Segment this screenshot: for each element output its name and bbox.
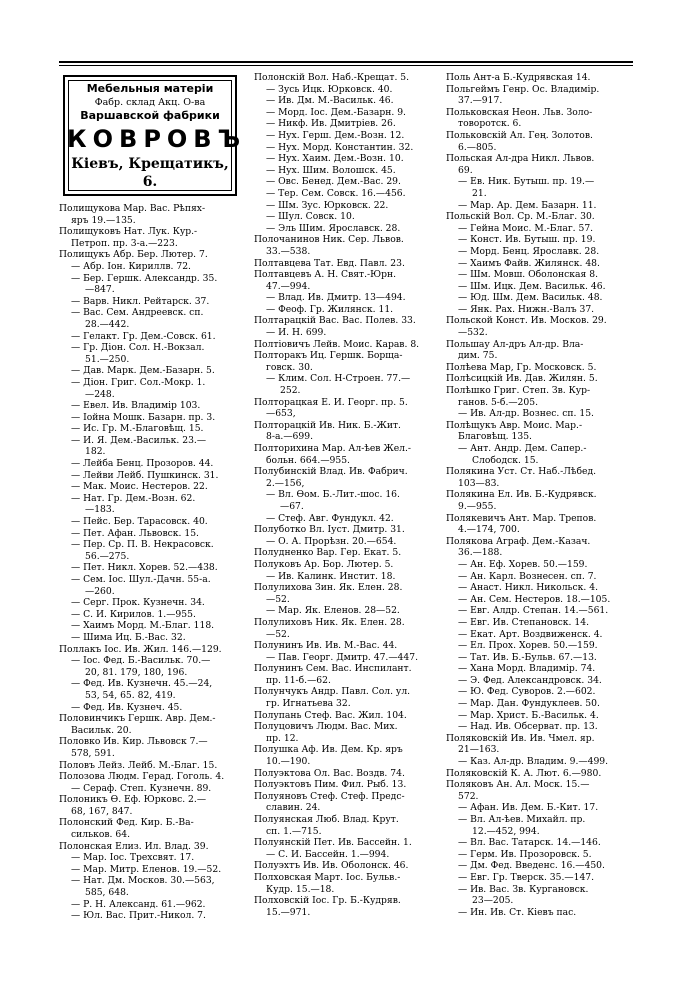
directory-entry-line: — Герм. Ив. Прозоровск. 5. bbox=[458, 848, 592, 860]
directory-entry-line: Польшау Ал-дръ Ал-др. Вла- bbox=[446, 338, 584, 350]
directory-entry-line: — Варв. Никл. Рейтарск. 37. bbox=[71, 295, 210, 307]
directory-entry-line: — Нух. Морд. Константин. 32. bbox=[266, 141, 414, 153]
ad-line-2: Фабр. склад Акц. О-ва bbox=[94, 97, 206, 108]
directory-entry-line: 8-а.—699. bbox=[266, 431, 313, 443]
directory-entry-line: —532. bbox=[458, 327, 488, 339]
directory-entry-line: Полуэктова Ол. Вас. Воздв. 74. bbox=[254, 767, 405, 779]
directory-entry-line: дим. 75. bbox=[458, 350, 498, 362]
directory-entry-line: 4.—174, 700. bbox=[458, 524, 520, 536]
directory-entry-line: Полищукъ Абр. Бер. Лютер. 7. bbox=[59, 249, 208, 261]
directory-entry-line: Полховская Март. Іос. Бульв.- bbox=[254, 871, 401, 883]
directory-entry-line: — Мар. Дан. Фундуклеев. 50. bbox=[458, 698, 600, 710]
directory-entry-line: Польковская Неон. Льв. Золо- bbox=[446, 106, 593, 118]
directory-entry-line: Полуянскій Пет. Ив. Бассейн. 1. bbox=[254, 837, 412, 849]
directory-entry-line: — Абр. Іон. Кириллв. 72. bbox=[71, 260, 191, 272]
directory-entry-line: — Влад. Ив. Дмитр. 13—494. bbox=[266, 292, 406, 304]
directory-entry-line: — Хана Морд. Владимір. 74. bbox=[458, 663, 596, 675]
directory-entry-line: — Эль Шим. Ярославск. 28. bbox=[266, 222, 401, 234]
directory-entry-line: Полховскій Іос. Гр. Б.-Кудряв. bbox=[254, 895, 401, 907]
column-1-entries bbox=[59, 203, 247, 922]
directory-entry-line: — С. И. Кирилов. 1.—955. bbox=[71, 608, 196, 620]
directory-entry-line: — Ел. Прох. Хорев. 50.—159. bbox=[458, 640, 598, 652]
directory-entry-line: 37.—917. bbox=[458, 95, 503, 107]
directory-entry-line: — Нат. Дм. Москов. 30.—563, bbox=[71, 875, 215, 887]
directory-entry-line: Полѣшко Григ. Степ. Зв. Кур- bbox=[446, 385, 591, 397]
directory-entry-line: —52. bbox=[266, 593, 290, 605]
directory-entry-line: Полулиховъ Ник. Як. Елен. 28. bbox=[254, 616, 405, 628]
directory-entry-line: — Діон. Григ. Сол.-Мокр. 1. bbox=[71, 376, 206, 388]
directory-entry-line: Полушка Аф. Ив. Дем. Кр. яръ bbox=[254, 744, 403, 756]
directory-entry-line: — Анаст. Никл. Никольск. 4. bbox=[458, 582, 599, 594]
directory-entry-line: Польковскій Ал. Гең. Золотов. bbox=[446, 129, 593, 141]
ad-line-1: Мебельныя матеріи bbox=[86, 82, 214, 95]
directory-entry-line: Полуботкo Вл. Іуст. Дмитр. 31. bbox=[254, 524, 405, 536]
directory-entry-line: Благовѣщ. 135. bbox=[458, 431, 532, 443]
directory-entry-line: — И. Н. 699. bbox=[266, 327, 327, 339]
directory-entry-line: — Гелакт. Гр. Дем.-Совск. 61. bbox=[71, 330, 216, 342]
directory-entry-line: — Хаимъ Файв. Жилянск. 48. bbox=[458, 257, 600, 269]
directory-entry-line: — Феоф. Гр. Жилянск. 11. bbox=[266, 303, 394, 315]
directory-entry-line: —847. bbox=[85, 284, 115, 296]
directory-entry-line: — Ив. Вас. Зв. Кургановск. bbox=[458, 883, 589, 895]
directory-entry-line: 578, 591. bbox=[71, 747, 115, 759]
directory-entry-line: — Пер. Ср. П. В. Некрасовск. bbox=[71, 539, 214, 551]
directory-entry-line: Полтіовичъ Лейв. Моис. Карав. 8. bbox=[254, 338, 420, 350]
directory-entry-line: Кудр. 15.—18. bbox=[266, 883, 335, 895]
directory-entry-line: —653, bbox=[266, 408, 296, 420]
directory-entry-line: 9.—955. bbox=[458, 500, 497, 512]
directory-entry-line: 53, 54, 65. 82, 419. bbox=[85, 689, 176, 701]
directory-entry-line: 252. bbox=[280, 385, 301, 397]
directory-entry-line: — Зусь Ицк. Юрковск. 40. bbox=[266, 83, 393, 95]
directory-entry-line: — Афан. Ив. Дем. Б.-Кит. 17. bbox=[458, 802, 599, 814]
directory-entry-line: Полонский Фед. Кир. Б.-Ва- bbox=[59, 817, 194, 829]
directory-entry-line: — Р. Н. Александ. 61.—962. bbox=[71, 898, 206, 910]
directory-entry-line: — Морд. Бенц. Ярославк. 28. bbox=[458, 245, 600, 257]
directory-entry-line: Полозова Людм. Герад. Гоголь. 4. bbox=[59, 771, 225, 783]
directory-entry-line: — Ив. Калинк. Инстит. 18. bbox=[266, 570, 396, 582]
directory-entry-line: Васильк. 20. bbox=[71, 724, 132, 736]
directory-entry-line: Полонская Елиз. Ил. Влад. 39. bbox=[59, 840, 209, 852]
directory-entry-line: Полищуковъ Нат. Лук. Кур.- bbox=[59, 226, 198, 238]
directory-entry-line: — Дав. Марк. Дем.-Базарн. 5. bbox=[71, 365, 215, 377]
directory-entry-line: — Ю. Фед. Суворов. 2.—602. bbox=[458, 686, 596, 698]
directory-entry-line: — Мар. Ар. Дем. Базарн. 11. bbox=[458, 199, 597, 211]
directory-entry-line: сп. 1.—715. bbox=[266, 825, 322, 837]
directory-entry-line: — Бер. Гершк. Александр. 35. bbox=[71, 272, 218, 284]
directory-entry-line: — Шм. Ицк. Дем. Васильк. 46. bbox=[458, 280, 606, 292]
directory-entry-line: Полоникъ Ө. Еф. Юрковс. 2.— bbox=[59, 794, 207, 806]
directory-entry-line: — Евг. Алдр. Степан. 14.—561. bbox=[458, 605, 609, 617]
directory-entry-line: Полякина Ел. Ив. Б.-Кудрявск. bbox=[446, 489, 597, 501]
directory-entry-line: — Над. Ив. Обсерват. пр. 13. bbox=[458, 721, 598, 733]
directory-entry-line: — Ан. Сем. Нестеров. 18.—105. bbox=[458, 593, 611, 605]
directory-entry-line: — Нух. Герш. Дем.-Возн. 12. bbox=[266, 129, 405, 141]
directory-entry-line: — Лейви Лейб. Пушкинск. 31. bbox=[71, 469, 219, 481]
directory-entry-line: — Нат. Гр. Дем.-Возн. 62. bbox=[71, 492, 196, 504]
directory-entry-line: — Ив. Дм. М.-Васильк. 46. bbox=[266, 95, 394, 107]
directory-entry-line: — Вл. Вас. Татарск. 14.—146. bbox=[458, 837, 601, 849]
directory-entry-line: — Каз. Ал-др. Владим. 9.—499. bbox=[458, 756, 609, 768]
directory-entry-line: 56.—275. bbox=[85, 550, 130, 562]
directory-entry-line: Полубинскій Влад. Ив. Фабрич. bbox=[254, 466, 408, 478]
directory-entry-line: Полунинъ Ив. Ив. М.-Вас. 44. bbox=[254, 640, 398, 652]
directory-column-3 bbox=[446, 72, 634, 918]
directory-entry-line: —248. bbox=[85, 388, 115, 400]
directory-entry-line: — Ан. Карл. Вознесен. сп. 7. bbox=[458, 570, 597, 582]
directory-entry-line: Полулихова Зин. Як. Елен. 28. bbox=[254, 582, 403, 594]
directory-entry-line: — Шм. Зус. Юрковск. 22. bbox=[266, 199, 389, 211]
directory-entry-line: — Евг. Ив. Степановск. 14. bbox=[458, 616, 589, 628]
directory-entry-line: — Евг. Гр. Тверск. 35.—147. bbox=[458, 871, 595, 883]
directory-entry-line: — Шима Иц. Б.-Вас. 32. bbox=[71, 631, 186, 643]
directory-entry-line: — Ин. Ив. Ст. Кіевъ пас. bbox=[458, 906, 577, 918]
directory-entry-line: Полуэхтъ Ив. Ив. Оболонск. 46. bbox=[254, 860, 409, 872]
directory-entry-line: — Евел. Ив. Владимір 103. bbox=[71, 400, 201, 412]
directory-entry-line: — Сем. Іос. Шул.-Дачн. 55-а. bbox=[71, 574, 211, 585]
directory-entry-line: — С. И. Бассейн. 1.—994. bbox=[266, 848, 390, 860]
directory-entry-line: Полѣщукъ Авр. Моис. Мар.- bbox=[446, 419, 583, 431]
directory-entry-line: Полякина Уст. Ст. Наб.-Лѣбед. bbox=[446, 466, 597, 478]
directory-entry-line: — Пейс. Бер. Тарасовск. 40. bbox=[71, 516, 208, 528]
directory-entry-line: — Конст. Ив. Бутыш. пр. 19. bbox=[458, 234, 596, 246]
directory-entry-line: — Мар. Іос. Трехсвят. 17. bbox=[71, 852, 195, 864]
directory-entry-line: — Ив. Ал-др. Вознес. сп. 15. bbox=[458, 408, 594, 420]
directory-entry-line: — Фед. Ив. Кузнечн. 45.—24, bbox=[71, 678, 213, 690]
directory-entry-line: Полтавцева Тат. Евд. Павл. 23. bbox=[254, 257, 405, 269]
directory-entry-line: Полуковъ Ар. Бор. Лютер. 5. bbox=[254, 558, 394, 570]
directory-entry-line: 20, 81. 179, 180, 196. bbox=[85, 666, 188, 678]
directory-entry-line: 15.—971. bbox=[266, 906, 311, 918]
directory-entry-line: — О. А. Прорѣзн. 20.—654. bbox=[266, 535, 397, 547]
directory-entry-line: — Клим. Сол. Н-Строен. 77.— bbox=[266, 373, 411, 385]
directory-entry-line: — Хаимъ Морд. М.-Благ. 118. bbox=[71, 620, 215, 632]
directory-entry-line: — Сераф. Степ. Кузнечн. 89. bbox=[71, 782, 212, 794]
directory-entry-line: 2.—156, bbox=[266, 477, 305, 489]
directory-entry-line: — Нух. Шим. Волошск. 45. bbox=[266, 164, 396, 176]
directory-entry-line: —52. bbox=[266, 628, 290, 640]
top-double-rule bbox=[59, 61, 633, 63]
directory-entry-line: Полудненко Вар. Гер. Екат. 5. bbox=[254, 547, 402, 559]
directory-entry-line: — Вл. Ѳом. Б.-Лит.-шос. 16. bbox=[266, 489, 400, 501]
directory-entry-line: больн. 664.—955. bbox=[266, 454, 350, 466]
directory-entry-line: Полтарацкій Вас. Вас. Полев. 33. bbox=[254, 315, 416, 327]
directory-entry-line: Полуцовичъ Людм. Вас. Мих. bbox=[254, 721, 398, 733]
directory-entry-line: гр. Игнатьева 32. bbox=[266, 698, 351, 710]
ad-line-4: КОВРОВЪ bbox=[67, 125, 247, 153]
directory-entry-line: 36.—188. bbox=[458, 547, 503, 559]
directory-entry-line: — Іойна Мошк. Базарн. пр. 3. bbox=[71, 411, 216, 423]
directory-entry-line: 47.—994. bbox=[266, 280, 311, 292]
directory-entry-line: сильков. 64. bbox=[71, 829, 131, 841]
directory-entry-line: Поль Ант-а Б.-Кудрявская 14. bbox=[446, 72, 591, 83]
directory-entry-line: Полѣсицкій Ив. Дав. Жилян. 5. bbox=[446, 373, 598, 385]
directory-entry-line: Полунчукъ Андр. Павл. Сол. ул. bbox=[254, 686, 411, 698]
directory-entry-line: пр. 11-б.—62. bbox=[266, 674, 331, 686]
directory-entry-line: товоротск. 6. bbox=[458, 118, 522, 130]
directory-entry-line: 69. bbox=[458, 164, 473, 176]
directory-entry-line: Половъ Лейз. Лейб. М.-Благ. 15. bbox=[59, 759, 218, 771]
directory-entry-line: — Мак. Моис. Нестеров. 22. bbox=[71, 481, 208, 493]
directory-entry-line: — Гейна Моис. М.-Благ. 57. bbox=[458, 222, 594, 234]
directory-entry-line: Полупань Стеф. Вас. Жил. 104. bbox=[254, 709, 407, 721]
directory-entry-line: — Юд. Шм. Дем. Васильк. 48. bbox=[458, 292, 603, 304]
directory-entry-line: — Мар. Христ. Б.-Васильк. 4. bbox=[458, 709, 599, 721]
directory-entry-line: Полуэктовъ Пим. Фил. Рыб. 13. bbox=[254, 779, 407, 791]
directory-entry-line: — Шм. Мовш. Оболонская 8. bbox=[458, 269, 599, 281]
directory-entry-line: — Екат. Арт. Воздвиженск. 4. bbox=[458, 628, 603, 640]
directory-column-1 bbox=[59, 72, 247, 922]
directory-entry-line: — Пет. Афан. Львовск. 15. bbox=[71, 527, 199, 539]
directory-entry-line: Полочанинов Ник. Сер. Львов. bbox=[254, 234, 404, 246]
directory-entry-line: 21—163. bbox=[458, 744, 500, 756]
directory-entry-line: — Гр. Діон. Сол. Н.-Вокзал. bbox=[71, 342, 205, 354]
advertisement-box bbox=[63, 75, 247, 196]
directory-entry-line: 28.—442. bbox=[85, 318, 130, 330]
directory-entry-line: 585, 648. bbox=[85, 887, 129, 899]
column-2-entries bbox=[254, 72, 442, 918]
directory-entry-line: — Ан. Еф. Хорев. 50.—159. bbox=[458, 558, 588, 570]
directory-entry-line: Полторацкая Е. И. Георг. пр. 5. bbox=[254, 396, 408, 408]
directory-entry-line: Полторихина Мар. Ал-ѣев Жел.- bbox=[254, 443, 412, 454]
directory-entry-line: — Янк. Рах. Нижн.-Валъ 37. bbox=[458, 303, 595, 315]
directory-entry-line: — Ев. Ник. Бутыш. пр. 19.— bbox=[458, 176, 595, 188]
directory-entry-line: 68, 167, 847. bbox=[71, 805, 133, 817]
directory-entry-line: Поллакъ Іос. Ив. Жил. 146.—129. bbox=[59, 643, 222, 655]
directory-entry-line: — Овс. Бенед. Дем.-Вас. 29. bbox=[266, 176, 401, 188]
directory-entry-line: Полонскій Вол. Наб.-Крещат. 5. bbox=[254, 72, 410, 83]
directory-entry-line: — Вас. Сем. Андреевск. сп. bbox=[71, 307, 204, 319]
directory-entry-line: Поляковскій К. А. Лют. 6.—980. bbox=[446, 767, 602, 779]
directory-entry-line: Полякевичъ Ант. Мар. Трепов. bbox=[446, 512, 597, 524]
directory-entry-line: 6.—805. bbox=[458, 141, 497, 153]
directory-entry-line: — Дм. Фед. Введенс. 16.—450. bbox=[458, 860, 605, 872]
directory-entry-line: Польская Ал-дра Никл. Львов. bbox=[446, 153, 595, 165]
directory-entry-line: Слободск. 15. bbox=[472, 454, 539, 466]
top-double-rule-thin bbox=[59, 65, 633, 66]
directory-entry-line: 182. bbox=[85, 446, 106, 458]
column-3-entries bbox=[446, 72, 634, 918]
directory-entry-line: 51.—250. bbox=[85, 353, 130, 365]
directory-entry-line: Половко Ив. Кир. Львовск 7.— bbox=[59, 736, 208, 748]
directory-entry-line: — Шул. Совск. 10. bbox=[266, 211, 355, 223]
directory-entry-line: —183. bbox=[85, 504, 115, 516]
directory-entry-line: — Лейба Бенц. Прозоров. 44. bbox=[71, 458, 214, 470]
directory-entry-line: —67. bbox=[280, 500, 304, 512]
directory-entry-line: — Тат. Ив. Б.-Бульв. 67.—13. bbox=[458, 651, 597, 663]
directory-entry-line: — Мар. Митр. Еленов. 19.—52. bbox=[71, 863, 222, 875]
directory-entry-line: Поляковскій Ив. Ив. Чмел. яр. bbox=[446, 732, 595, 744]
directory-entry-line: Поляковъ Ан. Ал. Моск. 15.— bbox=[446, 779, 590, 791]
directory-entry-line: 21. bbox=[472, 187, 487, 199]
directory-entry-line: — Стеф. Авг. Фундукл. 42. bbox=[266, 512, 394, 524]
directory-entry-line: — Мар. Як. Еленов. 28—52. bbox=[266, 605, 400, 617]
directory-entry-line: Полуяновъ Стеф. Стеф. Предс- bbox=[254, 790, 405, 802]
directory-entry-line: — Пав. Георг. Дмитр. 47.—447. bbox=[266, 651, 418, 663]
directory-entry-line: — И. Я. Дем.-Васильк. 23.— bbox=[71, 434, 207, 446]
directory-entry-line: Петроп. пр. 3-а.—223. bbox=[71, 237, 178, 249]
directory-entry-line: Польгеймъ Генр. Ос. Владимір. bbox=[446, 83, 600, 95]
directory-entry-line: Полѣева Мар, Гр. Московск. 5. bbox=[446, 361, 597, 373]
directory-entry-line: — Фед. Ив. Кузнеч. 45. bbox=[71, 701, 183, 713]
directory-entry-line: — Морд. Іос. Дем.-Базарн. 9. bbox=[266, 106, 406, 118]
directory-entry-line: — Пет. Никл. Хорев. 52.—438. bbox=[71, 562, 218, 574]
directory-entry-line: Полищукова Мар. Вас. Рѣпях- bbox=[59, 203, 206, 214]
directory-entry-line: — Тер. Сем. Совск. 16.—456. bbox=[266, 187, 406, 199]
directory-entry-line: Половинчикъ Гершк. Авр. Дем.- bbox=[59, 713, 216, 725]
directory-entry-line: 10.—190. bbox=[266, 756, 311, 768]
directory-entry-line: ганов. 5-б.—205. bbox=[458, 396, 539, 408]
directory-entry-line: Полторацкій Ив. Ник. Б.-Жит. bbox=[254, 419, 401, 431]
directory-column-2 bbox=[254, 72, 442, 918]
directory-entry-line: говск. 30. bbox=[266, 361, 313, 373]
directory-entry-line: — Нух. Хаим. Дем.-Возн. 10. bbox=[266, 153, 404, 165]
directory-entry-line: — Никф. Ив. Дмитріев. 26. bbox=[266, 118, 396, 130]
directory-entry-line: —260. bbox=[85, 585, 115, 597]
directory-entry-line: — Серг. Прок. Кузнечн. 34. bbox=[71, 597, 205, 609]
directory-entry-line: 33.—538. bbox=[266, 245, 311, 257]
ad-line-3: Варшавской фабрики bbox=[80, 109, 220, 122]
directory-entry-line: 572. bbox=[458, 790, 479, 802]
directory-entry-line: — Іос. Фед. Б.-Васильк. 70.— bbox=[71, 655, 211, 667]
directory-entry-line: яръ 19.—135. bbox=[71, 214, 136, 226]
directory-entry-line: Польской Конст. Ив. Москов. 29. bbox=[446, 315, 607, 327]
directory-entry-line: 23—205. bbox=[472, 895, 514, 907]
directory-entry-line: — Э. Фед. Александровск. 34. bbox=[458, 674, 602, 686]
directory-entry-line: Полтавцевъ А. Н. Свят.-Юрн. bbox=[254, 269, 397, 281]
directory-entry-line: Полуянская Люб. Влад. Крут. bbox=[254, 814, 399, 825]
ad-line-5: Кіевъ, Крещатикъ, 6. bbox=[71, 156, 229, 190]
directory-entry-line: Полторакъ Иц. Гершк. Борща- bbox=[254, 350, 403, 362]
directory-entry-line: — Юл. Вас. Прит.-Никол. 7. bbox=[71, 910, 206, 922]
directory-entry-line: Полунинъ Сем. Вас. Инспилант. bbox=[254, 663, 412, 675]
directory-entry-line: славин. 24. bbox=[266, 802, 321, 814]
directory-entry-line: — Ант. Андр. Дем. Сапер.- bbox=[458, 443, 587, 454]
directory-entry-line: Польскій Вол. Ср. М.-Благ. 30. bbox=[446, 211, 595, 223]
directory-entry-line: пр. 12. bbox=[266, 732, 299, 744]
directory-entry-line: — Ис. Гр. М.-Благовѣщ. 15. bbox=[71, 423, 204, 435]
directory-entry-line: 12.—452, 994. bbox=[472, 825, 540, 837]
directory-entry-line: Полякова Аграф. Дем.-Казач. bbox=[446, 535, 591, 547]
directory-entry-line: — Вл. Ал-ѣев. Михайл. пр. bbox=[458, 814, 586, 825]
directory-entry-line: 103—83. bbox=[458, 477, 500, 489]
